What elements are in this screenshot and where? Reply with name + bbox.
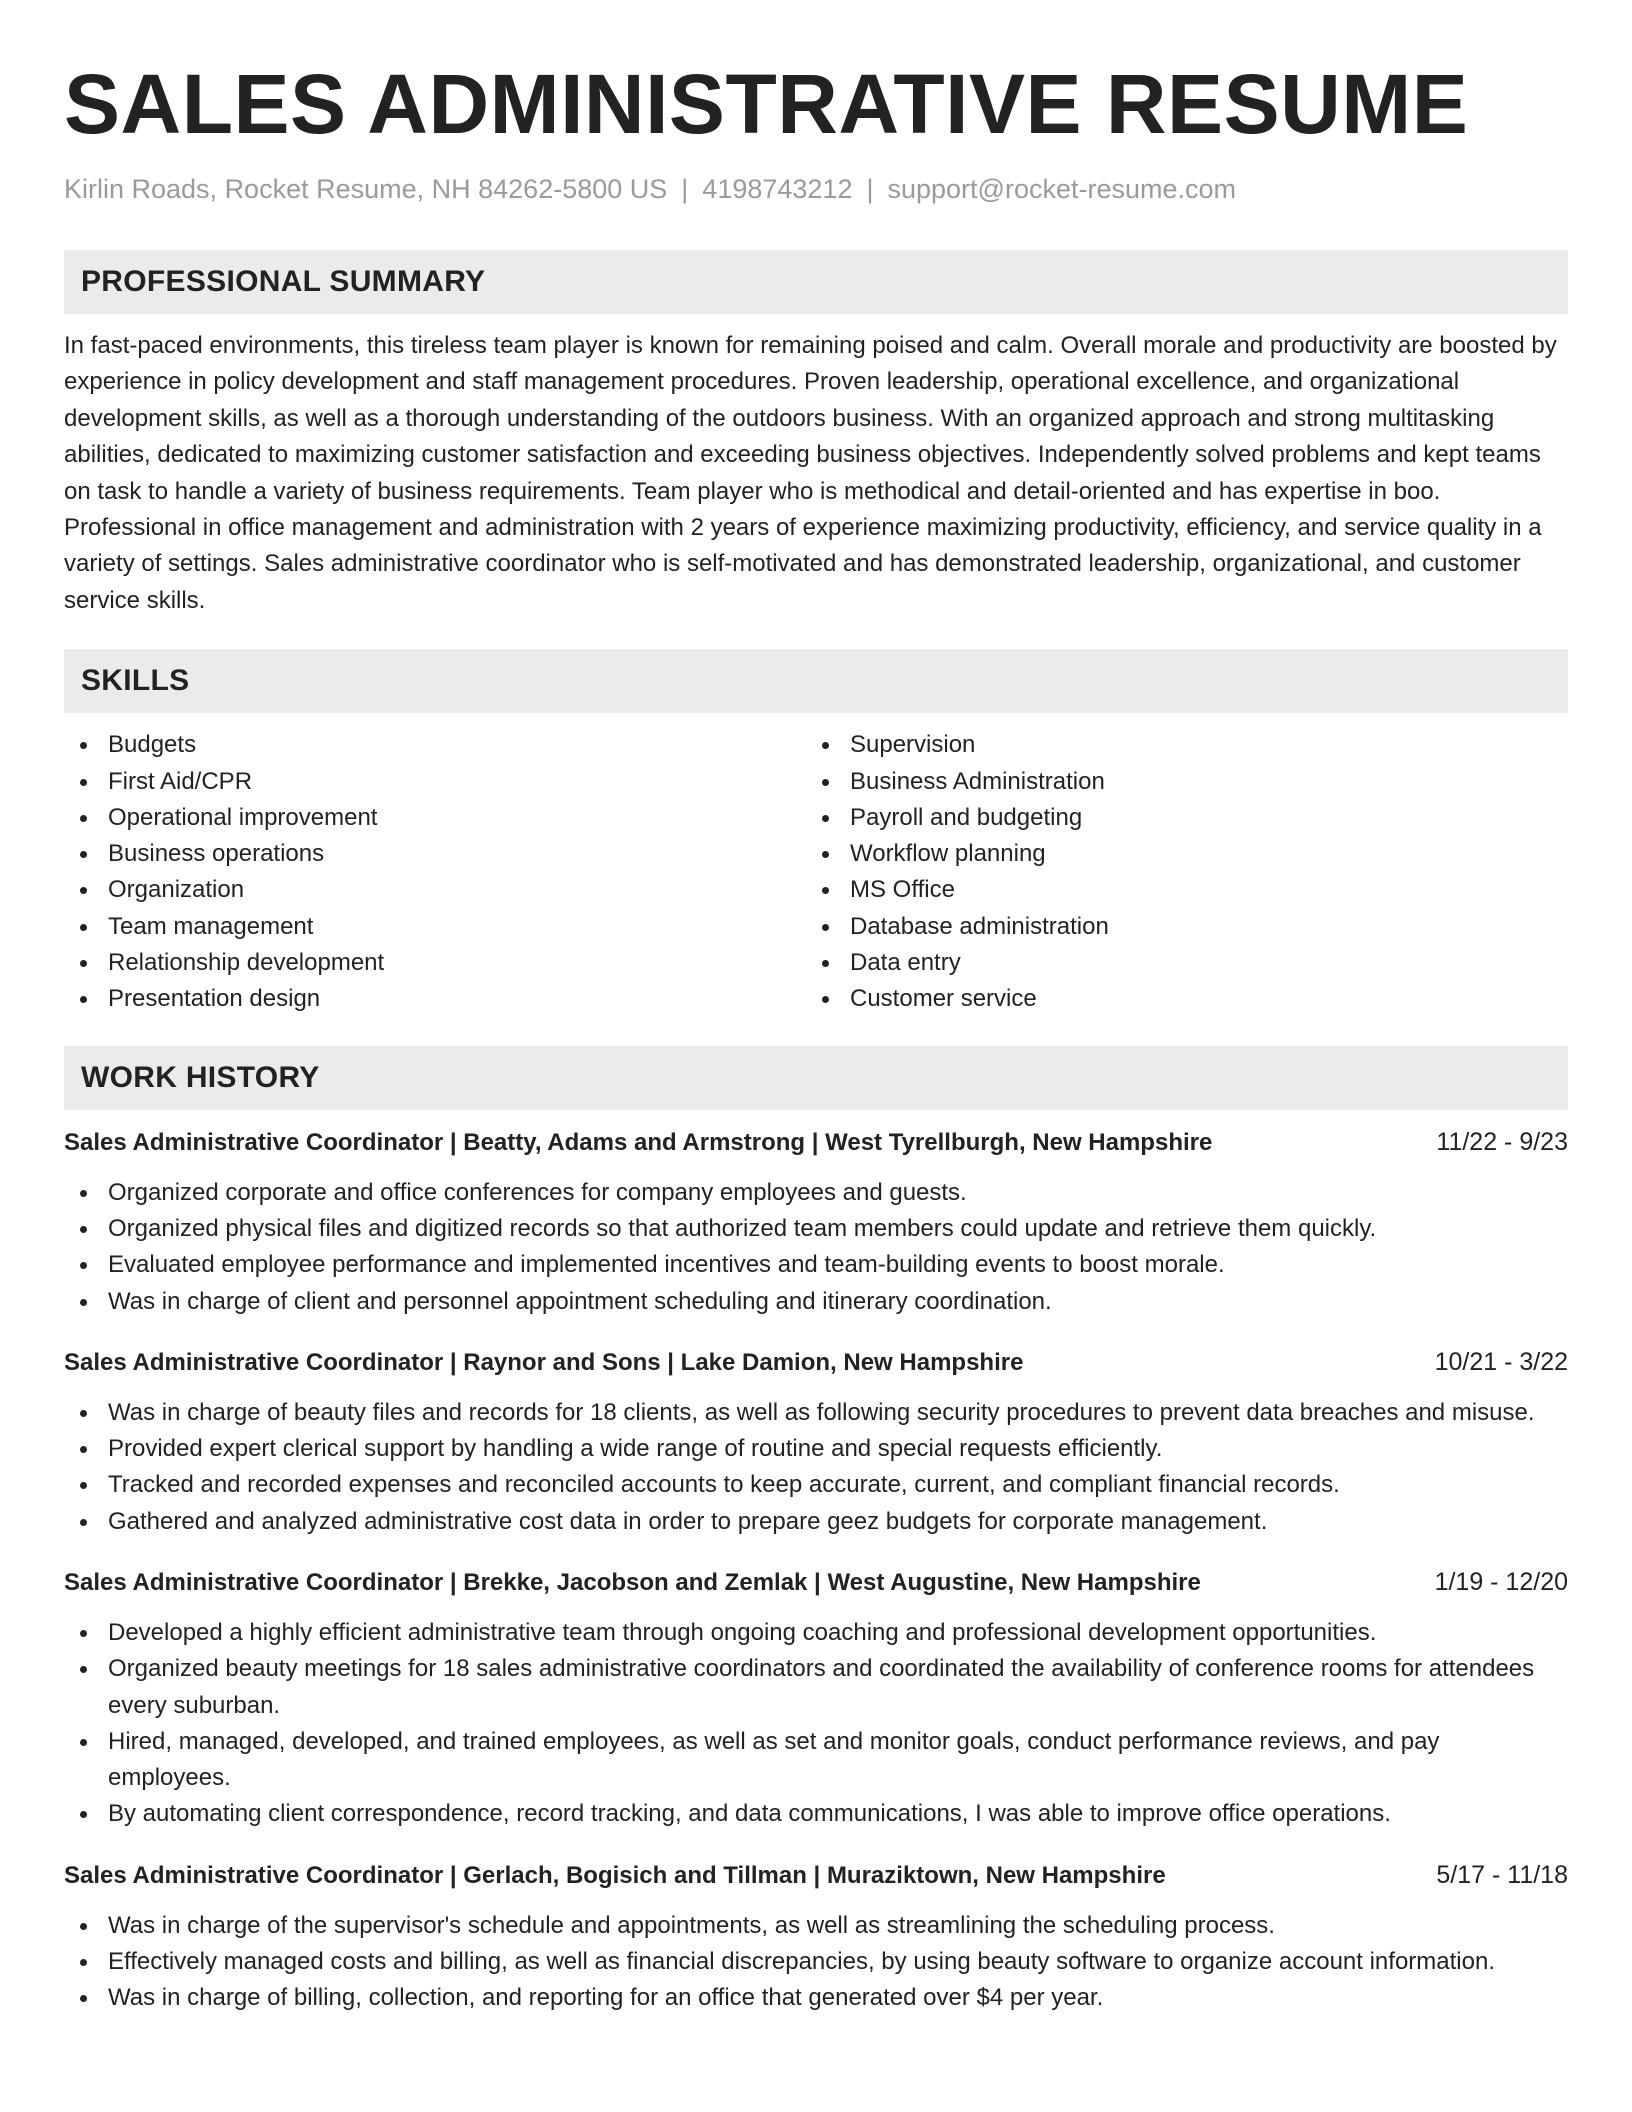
skill-item: Team management — [64, 909, 806, 945]
job-title: Sales Administrative Coordinator | Gerlach, Bogisich and Tillman | Muraziktown, New Hampshire — [64, 1861, 1166, 1889]
contact-address: Kirlin Roads, Rocket Resume, NH 84262-5800 US — [64, 174, 668, 204]
job-bullet: Developed a highly efficient administrative team through ongoing coaching and professional development opportunities. — [64, 1615, 1564, 1651]
section-heading-skills: SKILLS — [64, 649, 1568, 713]
skill-item: Operational improvement — [64, 800, 806, 836]
job-bullet: Was in charge of billing, collection, and reporting for an office that generated over $4 per year. — [64, 1980, 1564, 2016]
summary-text: In fast-paced environments, this tireless team player is known for remaining poised and calm. Overall morale and productivity are boosted by experience in policy development and staff management procedures. Proven leadership, operational excellence, and organizational development skills, as well as a thorough understanding of the outdoors business. With an organized approach and strong multitasking abilities, dedicated to maximizing customer satisfaction and exceeding business objectives. Independently solved problems and kept teams on task to handle a variety of business requirements. Team player who is methodical and detail-oriented and has expertise in boo. Professional in office management and administration with 2 years of experience maximizing productivity, efficiency, and service quality in a variety of settings. Sales administrative coordinator who is self-motivated and has demonstrated leadership, organizational, and customer service skills. — [64, 332, 1557, 614]
skill-item: Business operations — [64, 836, 806, 872]
skill-item: First Aid/CPR — [64, 764, 806, 800]
job-dates: 10/21 - 3/22 — [1434, 1347, 1568, 1376]
job-dates: 1/19 - 12/20 — [1434, 1568, 1568, 1596]
job-entry — [64, 1857, 1568, 2017]
skill-item: Workflow planning — [806, 836, 1548, 872]
skills-column-left — [64, 727, 806, 1017]
job-header — [64, 1344, 1568, 1381]
skill-item: Customer service — [806, 981, 1548, 1017]
skill-item: Business Administration — [806, 764, 1548, 800]
job-bullet: Hired, managed, developed, and trained employees, as well as set and monitor goals, conduct performance reviews, and pay employees. — [64, 1724, 1564, 1797]
job-bullets — [64, 1908, 1564, 2017]
job-bullets — [64, 1175, 1564, 1320]
skill-item: Payroll and budgeting — [806, 800, 1548, 836]
section-heading-work-history: WORK HISTORY — [64, 1046, 1568, 1110]
job-bullet: Organized beauty meetings for 18 sales administrative coordinators and coordinated the availability of conference rooms for attendees every suburban. — [64, 1651, 1564, 1724]
resume-title: SALES ADMINISTRATIVE RESUME — [64, 57, 1469, 151]
skills-list — [64, 727, 1568, 1017]
contact-line — [64, 172, 1568, 206]
job-header — [64, 1124, 1568, 1161]
job-bullet: Tracked and recorded expenses and reconciled accounts to keep accurate, current, and compliant financial records. — [64, 1467, 1564, 1503]
skill-item: Relationship development — [64, 945, 806, 981]
skill-item: Supervision — [806, 727, 1548, 763]
job-dates: 5/17 - 11/18 — [1436, 1860, 1568, 1889]
skill-item: Organization — [64, 872, 806, 908]
job-bullet: Was in charge of client and personnel appointment scheduling and itinerary coordination. — [64, 1284, 1564, 1320]
job-entry — [64, 1564, 1568, 1833]
job-header — [64, 1857, 1568, 1894]
job-bullet: Provided expert clerical support by handling a wide range of routine and special requests efficiently. — [64, 1431, 1564, 1467]
job-bullet: Evaluated employee performance and implemented incentives and team-building events to boost morale. — [64, 1247, 1564, 1283]
job-bullet: Was in charge of the supervisor's schedule and appointments, as well as streamlining the scheduling process. — [64, 1908, 1564, 1944]
skills-column-right — [806, 727, 1548, 1017]
job-header — [64, 1564, 1568, 1601]
skill-item: Data entry — [806, 945, 1548, 981]
job-entry — [64, 1344, 1568, 1540]
skill-item: Database administration — [806, 909, 1548, 945]
section-heading-summary: PROFESSIONAL SUMMARY — [64, 250, 1568, 314]
skill-item: MS Office — [806, 872, 1548, 908]
job-bullet: Effectively managed costs and billing, as well as financial discrepancies, by using beauty software to organize account information. — [64, 1944, 1564, 1980]
job-bullet: By automating client correspondence, record tracking, and data communications, I was able to improve office operations. — [64, 1796, 1564, 1832]
job-bullets — [64, 1395, 1564, 1540]
job-title: Sales Administrative Coordinator | Raynor and Sons | Lake Damion, New Hampshire — [64, 1348, 1024, 1376]
job-bullet: Organized corporate and office conferences for company employees and guests. — [64, 1175, 1564, 1211]
contact-email: support@rocket-resume.com — [887, 174, 1237, 204]
contact-separator: | — [681, 174, 689, 204]
job-dates: 11/22 - 9/23 — [1436, 1127, 1568, 1156]
job-title: Sales Administrative Coordinator | Beatty, Adams and Armstrong | West Tyrellburgh, New Hampshire — [64, 1128, 1213, 1156]
job-title: Sales Administrative Coordinator | Brekke, Jacobson and Zemlak | West Augustine, New Hampshire — [64, 1569, 1201, 1596]
job-bullets — [64, 1615, 1564, 1833]
job-bullet: Was in charge of beauty files and records for 18 clients, as well as following security procedures to prevent data breaches and misuse. — [64, 1395, 1564, 1431]
job-bullet: Organized physical files and digitized records so that authorized team members could update and retrieve them quickly. — [64, 1211, 1564, 1247]
job-bullet: Gathered and analyzed administrative cost data in order to prepare geez budgets for corporate management. — [64, 1504, 1564, 1540]
skill-item: Presentation design — [64, 981, 806, 1017]
contact-phone: 4198743212 — [702, 174, 853, 204]
skill-item: Budgets — [64, 727, 806, 763]
contact-separator: | — [866, 174, 874, 204]
job-entry — [64, 1124, 1568, 1320]
